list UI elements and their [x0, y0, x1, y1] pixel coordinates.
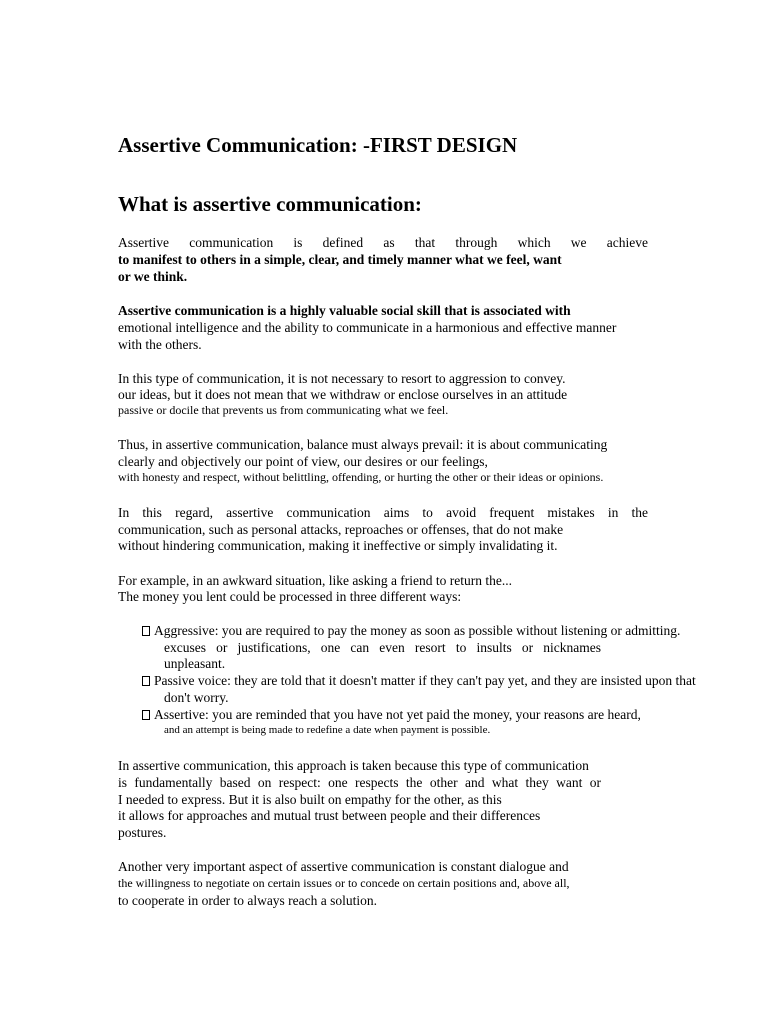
paragraph-line: For example, in an awkward situation, like asking a friend to return the...: [118, 573, 513, 588]
list-item-continuation: and an attempt is being made to redefine a date when payment is possible.: [164, 724, 491, 736]
paragraph-line: clearly and objectively our point of view, our desires or our feelings,: [118, 454, 488, 469]
paragraph-line: I needed to express. But it is also built on empathy for the other, as this: [118, 792, 502, 807]
paragraph-line: passive or docile that prevents us from communicating what we feel.: [118, 403, 449, 417]
paragraph-line: to manifest to others in a simple, clear, and timely manner what we feel, want: [118, 252, 562, 267]
paragraph-line: the willingness to negotiate on certain issues or to concede on certain positions and, above all,: [118, 876, 570, 890]
paragraph-line: it allows for approaches and mutual trust between people and their differences: [118, 808, 541, 823]
paragraph-line: is fundamentally based on respect: one respects the other and what they want or: [118, 775, 601, 790]
paragraph-line: our ideas, but it does not mean that we withdraw or enclose ourselves in an attitude: [118, 387, 568, 402]
paragraph-line: without hindering communication, making it ineffective or simply invalidating it.: [118, 538, 558, 553]
checkbox-bullet-icon: [142, 676, 150, 686]
document-title: Assertive Communication: -FIRST DESIGN: [118, 133, 518, 157]
paragraph-line: to cooperate in order to always reach a solution.: [118, 893, 378, 908]
section-heading: What is assertive communication:: [118, 192, 422, 216]
paragraph-line: with honesty and respect, without belittling, offending, or hurting the other or their ideas or opinions.: [118, 470, 604, 484]
list-item-text: Passive voice: they are told that it doesn't matter if they can't pay yet, and they are insisted upon that: [154, 673, 696, 688]
paragraph-line: In assertive communication, this approach is taken because this type of communication: [118, 758, 589, 773]
paragraph-line: In this regard, assertive communication aims to avoid frequent mistakes in the: [118, 505, 648, 520]
list-item-text: Aggressive: you are required to pay the money as soon as possible without listening or admitting.: [154, 623, 681, 638]
paragraph-line: The money you lent could be processed in three different ways:: [118, 589, 462, 604]
paragraph-line: postures.: [118, 825, 167, 840]
paragraph-line: In this type of communication, it is not necessary to resort to aggression to convey.: [118, 371, 566, 386]
paragraph-line: Assertive communication is defined as that through which we achieve: [118, 235, 648, 250]
list-item-continuation: don't worry.: [164, 690, 229, 705]
list-item-text: Assertive: you are reminded that you have not yet paid the money, your reasons are heard,: [154, 707, 641, 722]
list-item-assertive: [142, 706, 641, 723]
list-item-aggressive: [142, 622, 680, 639]
checkbox-bullet-icon: [142, 626, 150, 636]
list-item-continuation: unpleasant.: [164, 656, 226, 671]
paragraph-line: communication, such as personal attacks, reproaches or offenses, that do not make: [118, 522, 564, 537]
checkbox-bullet-icon: [142, 710, 150, 720]
paragraph-line: Assertive communication is a highly valuable social skill that is associated with: [118, 303, 571, 318]
paragraph-line: Thus, in assertive communication, balance must always prevail: it is about communicating: [118, 437, 608, 452]
list-item-continuation: excuses or justifications, one can even resort to insults or nicknames: [164, 640, 601, 655]
paragraph-line: Another very important aspect of assertive communication is constant dialogue and: [118, 859, 569, 874]
paragraph-line: emotional intelligence and the ability to communicate in a harmonious and effective manner: [118, 320, 617, 335]
paragraph-line: or we think.: [118, 269, 188, 284]
list-item-passive: [142, 672, 696, 689]
paragraph-line: with the others.: [118, 337, 202, 352]
